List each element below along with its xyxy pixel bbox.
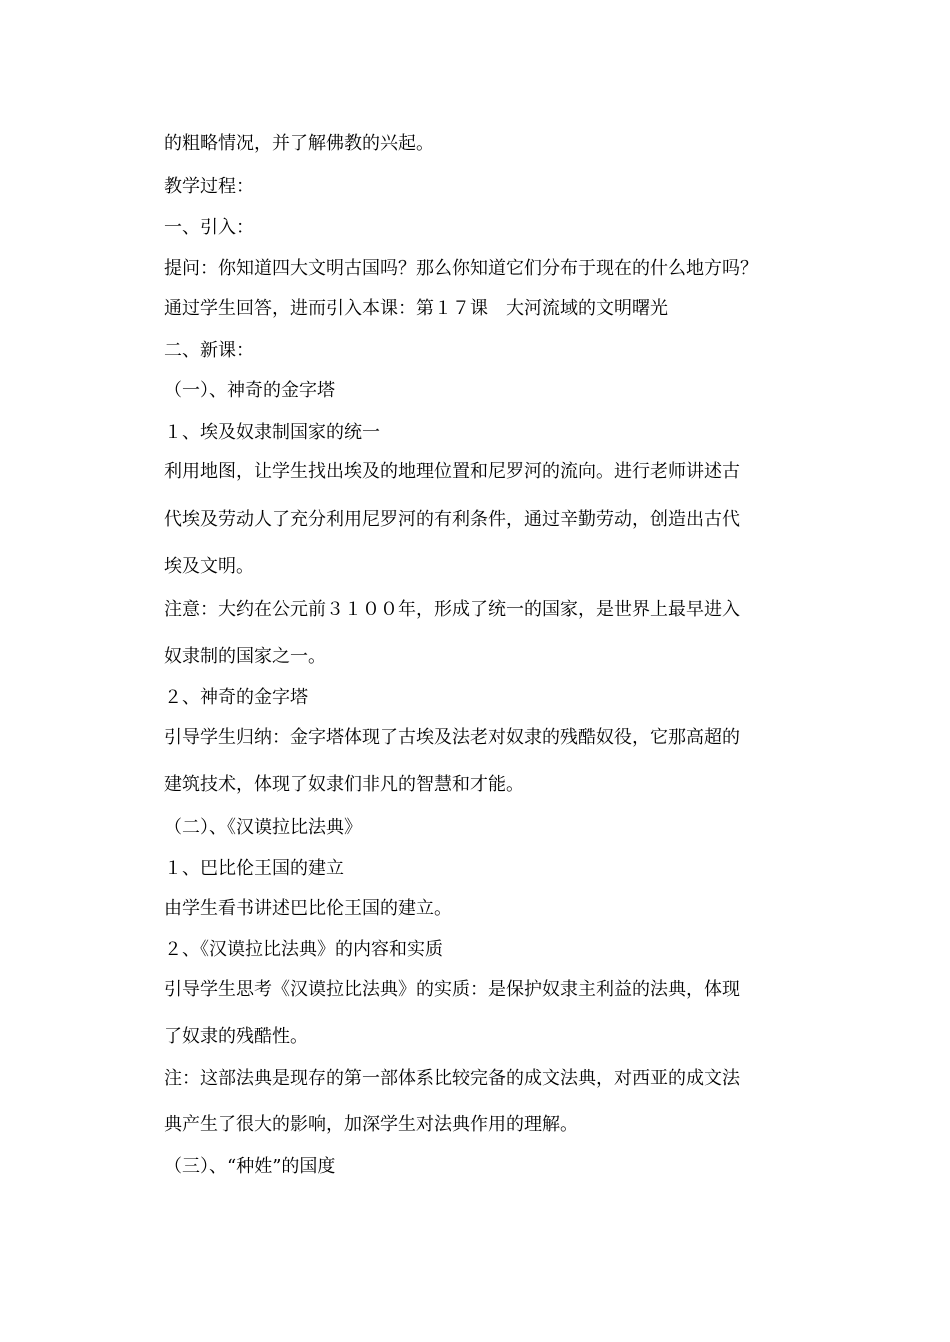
- text-line: 通过学生回答，进而引入本课：第１７课 大河流域的文明曙光: [164, 298, 668, 319]
- text-line: 典产生了很大的影响，加深学生对法典作用的理解。: [164, 1114, 578, 1135]
- text-line: 建筑技术，体现了奴隶们非凡的智慧和才能。: [164, 774, 524, 795]
- item-heading: ２、《汉谟拉比法典》的内容和实质: [164, 939, 443, 960]
- subsection-heading: （二）、《汉谟拉比法典》: [164, 817, 362, 838]
- item-heading: ２、神奇的金字塔: [164, 687, 308, 708]
- section-heading: 一、引入：: [164, 217, 254, 238]
- text-line: 提问：你知道四大文明古国吗？那么你知道它们分布于现在的什么地方吗？: [164, 258, 758, 279]
- text-line: 了奴隶的残酷性。: [164, 1026, 308, 1047]
- text-line: 由学生看书讲述巴比伦王国的建立。: [164, 898, 452, 919]
- text-line: 代埃及劳动人了充分利用尼罗河的有利条件，通过辛勤劳动，创造出古代: [164, 509, 740, 530]
- text-line: 教学过程：: [164, 176, 254, 197]
- text-line: 的粗略情况，并了解佛教的兴起。: [164, 133, 434, 154]
- text-line: 引导学生思考《汉谟拉比法典》的实质：是保护奴隶主利益的法典，体现: [164, 979, 740, 1000]
- text-line: 埃及文明。: [164, 556, 254, 577]
- text-line: 引导学生归纳：金字塔体现了古埃及法老对奴隶的残酷奴役，它那高超的: [164, 727, 740, 748]
- text-line: 注：这部法典是现存的第一部体系比较完备的成文法典，对西亚的成文法: [164, 1068, 740, 1089]
- item-heading: １、巴比伦王国的建立: [164, 858, 344, 879]
- subsection-heading: （一）、神奇的金字塔: [164, 380, 335, 401]
- text-line: 利用地图，让学生找出埃及的地理位置和尼罗河的流向。进行老师讲述古: [164, 461, 740, 482]
- text-line: 注意：大约在公元前３１００年，形成了统一的国家，是世界上最早进入: [164, 599, 740, 620]
- text-line: 奴隶制的国家之一。: [164, 646, 326, 667]
- section-heading: 二、新课：: [164, 340, 254, 361]
- subsection-heading: （三）、“种姓”的国度: [164, 1156, 336, 1177]
- item-heading: １、埃及奴隶制国家的统一: [164, 422, 380, 443]
